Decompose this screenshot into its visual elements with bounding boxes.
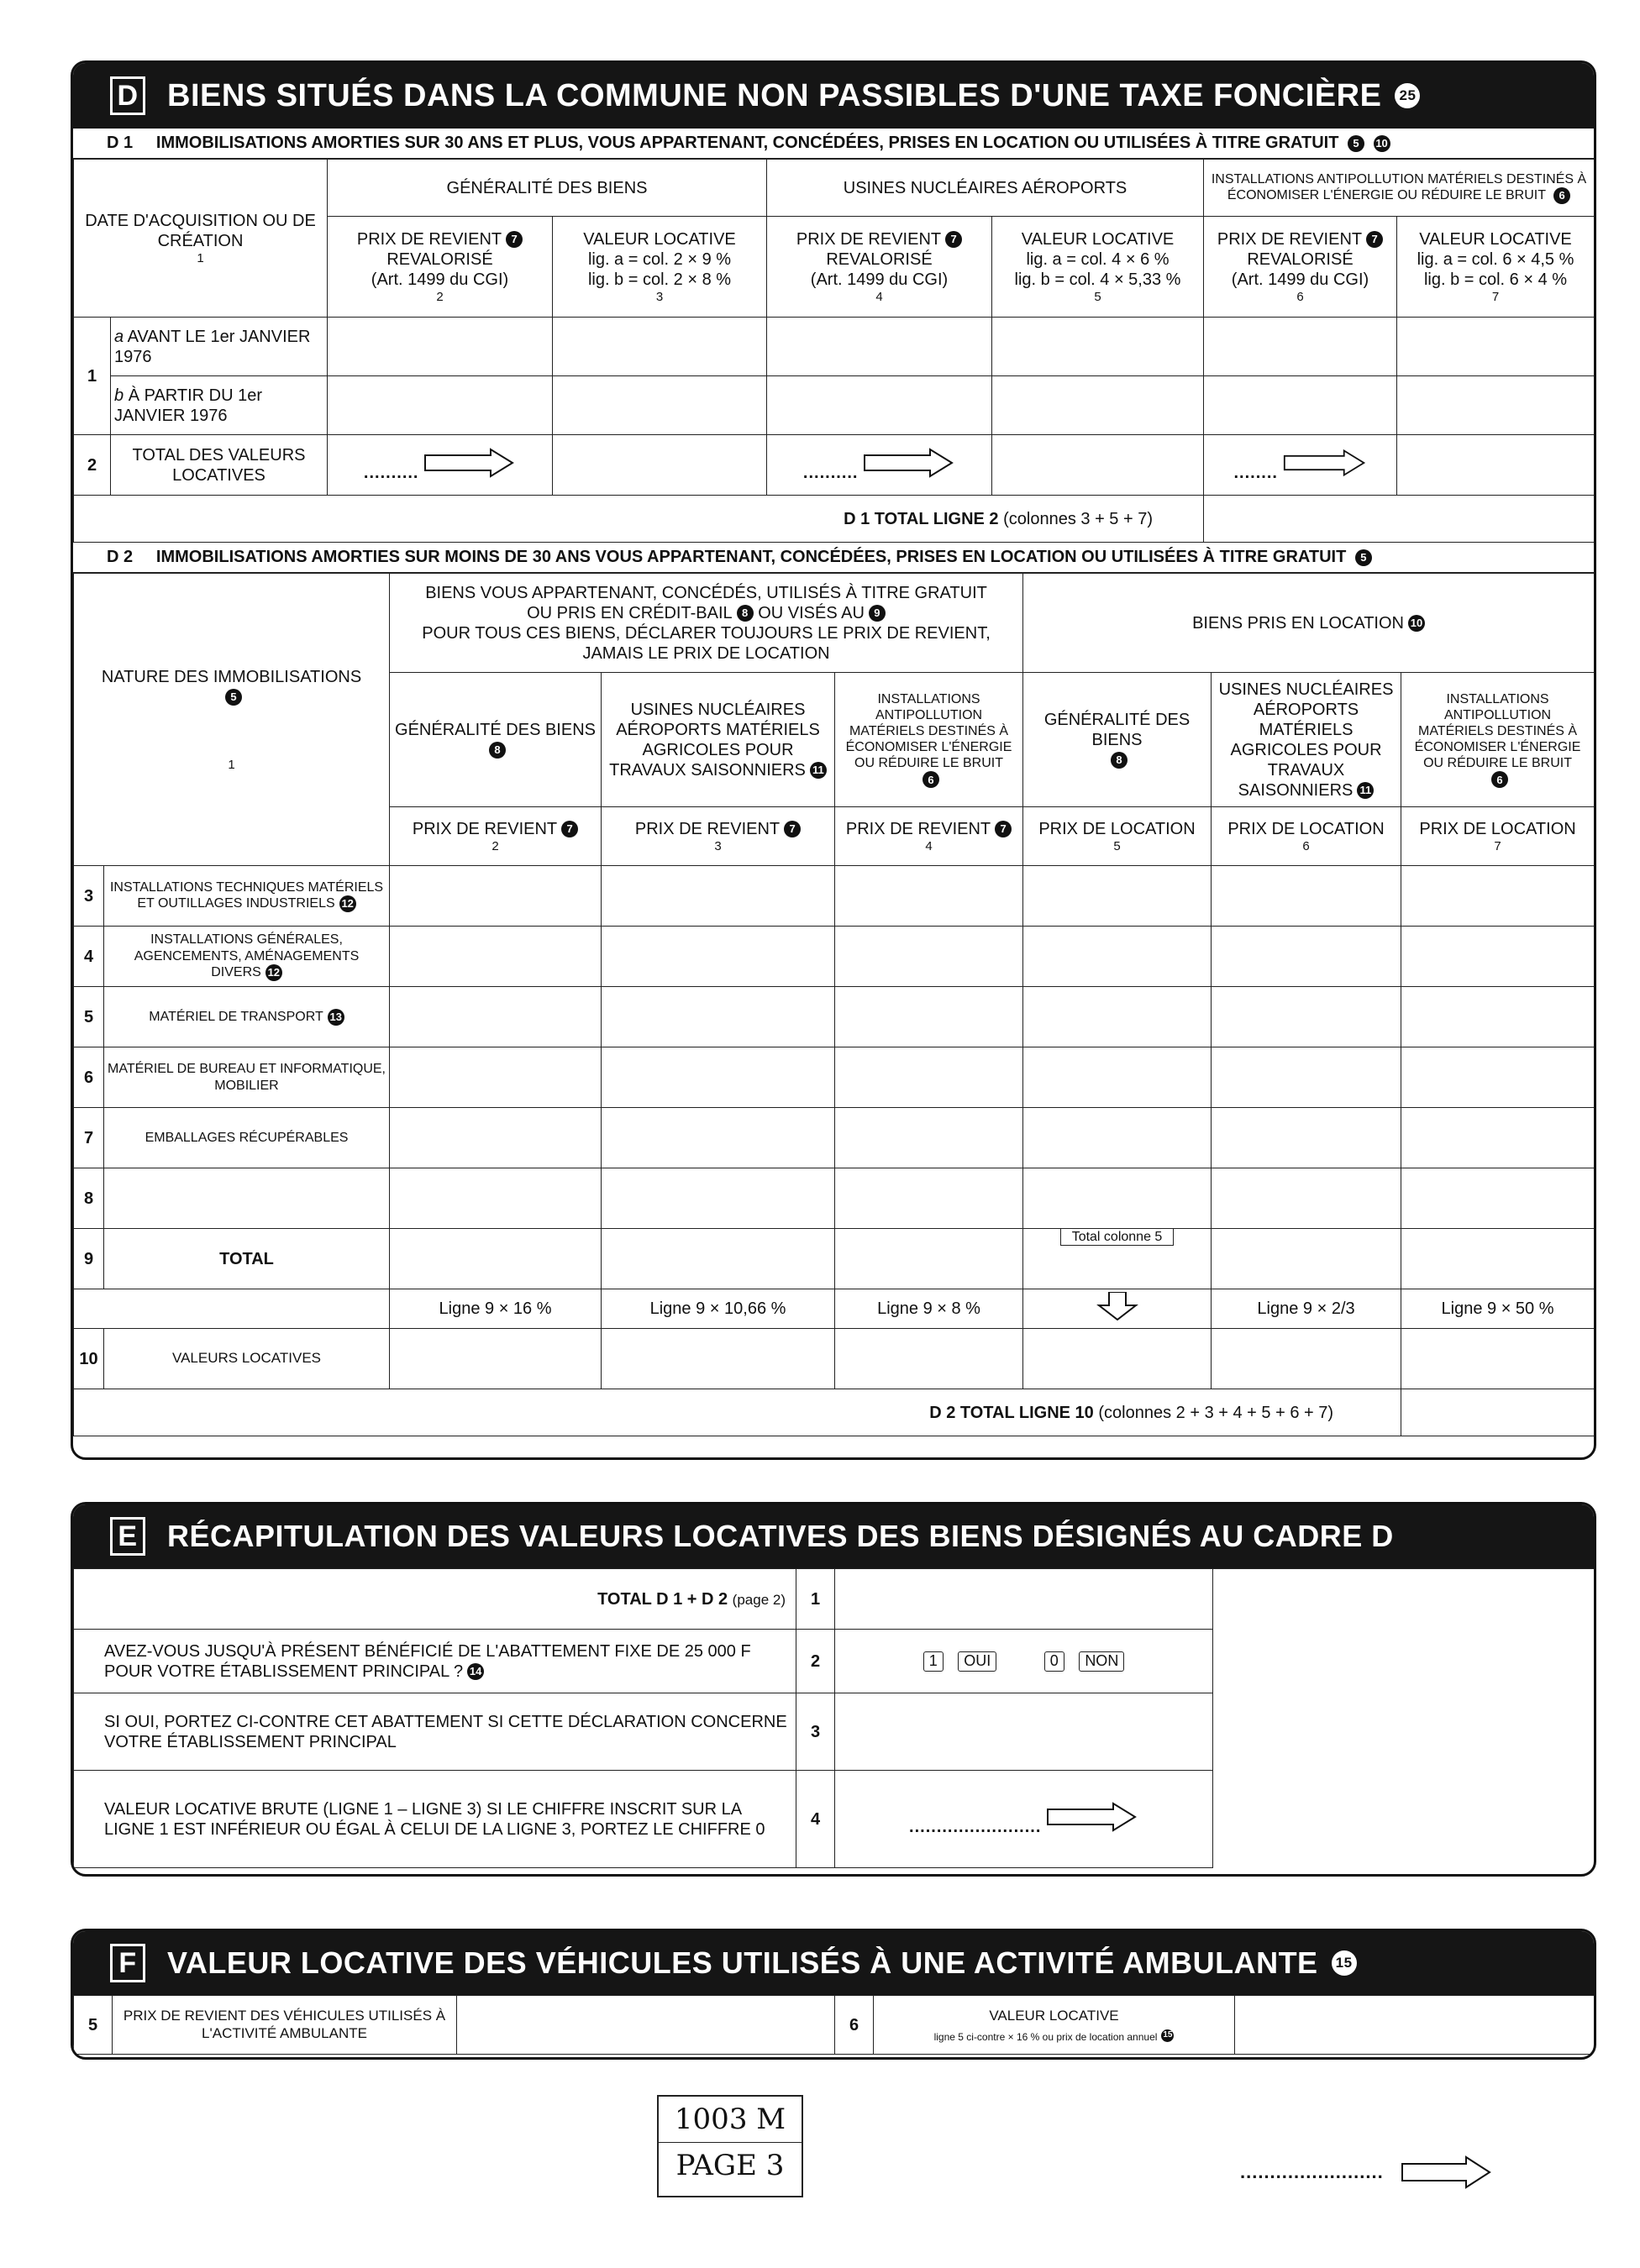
input-cell[interactable]: [1204, 376, 1397, 435]
label: lig. b = col. 4 × 5,33 %: [1014, 270, 1181, 289]
label: BIENS PRIS EN LOCATION: [1192, 613, 1404, 633]
input-cell[interactable]: [835, 1229, 1023, 1289]
input-cell[interactable]: [390, 987, 602, 1047]
d2-sub-antipollution-loc: [1401, 673, 1595, 807]
label: INSTALLATIONS GÉNÉRALES, AGENCEMENTS, AMÉNAGEMENTS DIVERS: [134, 932, 360, 979]
stamp-line2: PAGE 3: [659, 2142, 802, 2188]
col-number: 7: [1494, 838, 1501, 853]
note-marker: 7: [945, 231, 962, 248]
d2-sub-antipollution: [835, 673, 1023, 807]
input-cell[interactable]: [390, 927, 602, 987]
d2-row-label: [104, 1108, 390, 1168]
d2-mult-col6: Ligne 9 × 2/3: [1212, 1289, 1401, 1329]
non-checkbox[interactable]: NON: [1079, 1651, 1124, 1672]
input-cell[interactable]: [1023, 1168, 1212, 1229]
col-number: 2: [491, 838, 499, 853]
label: VALEUR LOCATIVE: [1021, 229, 1175, 249]
label: D 2 TOTAL LIGNE 10: [929, 1403, 1094, 1422]
e-row2-choices: [835, 1630, 1213, 1693]
label: USINES NUCLÉAIRES AÉROPORTS MATÉRIELS AGRICOLES POUR TRAVAUX SAISONNIERS: [609, 700, 820, 780]
note-marker: 9: [869, 605, 886, 622]
label: (page 2): [732, 1591, 786, 1608]
input-cell[interactable]: [602, 866, 835, 927]
label: INSTALLATIONS TECHNIQUES MATÉRIELS ET OUTILLAGES INDUSTRIELS: [109, 879, 384, 911]
row-number: 9: [74, 1229, 104, 1289]
note-marker: 5: [225, 689, 242, 706]
label: OU VISÉS AU: [758, 603, 865, 622]
col-number: 1: [228, 757, 235, 772]
stamp-line1: 1003 M: [674, 2103, 786, 2136]
d2-row9-label: TOTAL: [104, 1229, 390, 1289]
arrow-right-icon: [1046, 1802, 1138, 1832]
note-marker: 5: [1355, 549, 1372, 566]
input-cell[interactable]: [602, 927, 835, 987]
arrow-right-icon: [1401, 2155, 1493, 2189]
label: REVALORISÉ: [826, 249, 933, 269]
continuation-arrow: [1240, 2155, 1493, 2189]
col-number: 3: [714, 838, 722, 853]
label: PRIX DE LOCATION: [1038, 819, 1196, 838]
d2-col7: [1401, 807, 1595, 866]
d2-sub-usines-loc: [1212, 673, 1401, 807]
input-cell[interactable]: [835, 1329, 1023, 1389]
d2-mult-col2: Ligne 9 × 16 %: [390, 1289, 602, 1329]
row-number: 6: [74, 1047, 104, 1108]
note-marker: 7: [995, 821, 1012, 837]
non-code-checkbox[interactable]: 0: [1044, 1651, 1064, 1672]
d1-total-label: [74, 496, 1204, 543]
label: TOTAL D 1 + D 2: [597, 1589, 728, 1609]
input-cell[interactable]: [1023, 1108, 1212, 1168]
col-number: 4: [875, 289, 883, 304]
label: GÉNÉRALITÉ DES BIENS: [395, 720, 596, 739]
d1-row1b-label: [111, 376, 328, 435]
arrow-cell: [328, 435, 553, 496]
label: BIENS VOUS APPARTENANT, CONCÉDÉS, UTILISÉS À TITRE GRATUIT: [425, 583, 987, 602]
input-cell[interactable]: [835, 1108, 1023, 1168]
input-cell[interactable]: [328, 318, 553, 376]
input-cell[interactable]: [1397, 376, 1595, 435]
input-cell[interactable]: [1212, 1229, 1401, 1289]
d2-row10-label: VALEURS LOCATIVES: [104, 1329, 390, 1389]
input-cell[interactable]: [602, 1229, 835, 1289]
section-e-header: [73, 1504, 1594, 1568]
section-f-title: VALEUR LOCATIVE DES VÉHICULES UTILISÉS À UNE ACTIVITÉ AMBULANTE: [167, 1945, 1318, 1980]
oui-checkbox[interactable]: OUI: [958, 1651, 996, 1672]
input-cell[interactable]: [1401, 1229, 1595, 1289]
label: POUR TOUS CES BIENS, DÉCLARER TOUJOURS LE PRIX DE REVIENT, JAMAIS LE PRIX DE LOCATION: [422, 623, 991, 663]
section-f: [71, 1929, 1596, 2060]
input-cell[interactable]: [1212, 1047, 1401, 1108]
note-marker: 8: [1111, 752, 1128, 769]
d1-col4: [767, 217, 992, 318]
input-cell[interactable]: [1401, 1108, 1595, 1168]
input-cell[interactable]: [835, 987, 1023, 1047]
input-cell[interactable]: [1212, 1168, 1401, 1229]
col-number: 3: [655, 289, 664, 304]
col-number: 7: [1491, 289, 1500, 304]
label: VALEUR LOCATIVE: [1419, 229, 1572, 249]
table-row: [74, 866, 1595, 927]
table-row: [74, 987, 1595, 1047]
input-cell[interactable]: [602, 1329, 835, 1389]
label: (Art. 1499 du CGI): [1231, 270, 1369, 289]
note-marker: 7: [506, 231, 523, 248]
input-cell[interactable]: [602, 1047, 835, 1108]
note-marker: 12: [339, 895, 356, 912]
label: PRIX DE REVIENT: [634, 819, 781, 838]
input-cell[interactable]: [835, 1168, 1023, 1229]
label: À PARTIR DU 1er JANVIER 1976: [114, 386, 262, 425]
label: PRIX DE REVIENT: [1217, 229, 1363, 249]
input-cell[interactable]: [1401, 1168, 1595, 1229]
label: GÉNÉRALITÉ DES BIENS: [1043, 710, 1191, 749]
label: PRIX DE REVIENT: [412, 819, 558, 838]
input-cell[interactable]: [1023, 866, 1212, 927]
d2-row-label: [104, 1168, 390, 1229]
input-cell[interactable]: [992, 376, 1204, 435]
d2-code: D 2: [107, 548, 134, 566]
input-cell[interactable]: [390, 1229, 602, 1289]
blank-cell: [74, 1289, 390, 1329]
d1-group-usines: USINES NUCLÉAIRES AÉROPORTS: [767, 160, 1204, 217]
note-marker: 10: [1374, 135, 1390, 152]
note-marker: 8: [737, 605, 754, 622]
input-cell[interactable]: [390, 1329, 602, 1389]
d2-group-location: [1023, 574, 1595, 673]
section-d-letter: D: [110, 76, 145, 115]
label: lig. a = col. 6 × 4,5 %: [1417, 249, 1574, 269]
input-cell[interactable]: [1401, 927, 1595, 987]
d1-col-date: [74, 160, 328, 318]
d2-total-label: [74, 1389, 1401, 1436]
e-table: [73, 1568, 1595, 1868]
label: lig. b = col. 6 × 4 %: [1423, 270, 1568, 289]
d2-sub-generalite-loc: [1023, 673, 1212, 807]
f-table: [73, 1995, 1595, 2055]
f-row6-input[interactable]: [1235, 1996, 1595, 2055]
input-cell[interactable]: [767, 376, 992, 435]
d2-total-col5-cell[interactable]: [1023, 1229, 1212, 1289]
label: INSTALLATIONS ANTIPOLLUTION MATÉRIELS DESTINÉS À ÉCONOMISER L'ÉNERGIE OU RÉDUIRE LE BRUIT: [1414, 691, 1581, 771]
arrow-down-icon: [1092, 1292, 1143, 1320]
e-row1-label: [74, 1569, 796, 1630]
row-number: 2: [796, 1630, 835, 1693]
label: PRIX DE LOCATION: [1227, 819, 1385, 838]
col-number: 2: [436, 289, 444, 304]
d1-row2-label: TOTAL DES VALEURS LOCATIVES: [111, 435, 328, 496]
d1-heading: [73, 129, 1594, 159]
d2-mult-col3: Ligne 9 × 10,66 %: [602, 1289, 835, 1329]
arrow-cell: [767, 435, 992, 496]
note-marker: 14: [467, 1663, 484, 1680]
label: MATÉRIEL DE TRANSPORT: [149, 1009, 323, 1024]
label: VALEUR LOCATIVE: [583, 229, 736, 249]
label: INSTALLATIONS ANTIPOLLUTION MATÉRIELS DESTINÉS À ÉCONOMISER L'ÉNERGIE OU RÉDUIRE LE BRUIT: [845, 691, 1012, 771]
input-cell[interactable]: [1397, 435, 1595, 496]
row-number: 3: [74, 866, 104, 927]
d2-rows: [74, 866, 1595, 1229]
note-marker: 5: [1348, 135, 1364, 152]
input-cell[interactable]: [1212, 866, 1401, 927]
arrow-right-icon: [863, 448, 955, 478]
d1-col3: [553, 217, 767, 318]
note-marker: 11: [810, 762, 827, 779]
d2-row-label: [104, 987, 390, 1047]
input-cell[interactable]: [767, 318, 992, 376]
label: (colonnes 2 + 3 + 4 + 5 + 6 + 7): [1098, 1403, 1334, 1422]
note-marker: 7: [784, 821, 801, 837]
d1-group-generalite: GÉNÉRALITÉ DES BIENS: [328, 160, 767, 217]
f-row5-label: PRIX DE REVIENT DES VÉHICULES UTILISÉS À L'ACTIVITÉ AMBULANTE: [113, 1996, 457, 2055]
table-row: [74, 1108, 1595, 1168]
row-number: 5: [74, 1996, 113, 2055]
input-cell[interactable]: [553, 376, 767, 435]
label: REVALORISÉ: [1247, 249, 1354, 269]
col-number: 1: [197, 250, 204, 265]
input-cell[interactable]: [835, 927, 1023, 987]
dots: ........................: [909, 1817, 1042, 1836]
row-number: 8: [74, 1168, 104, 1229]
input-cell[interactable]: [1212, 927, 1401, 987]
row-number: 1: [74, 318, 111, 435]
e-row4-label: VALEUR LOCATIVE BRUTE (LIGNE 1 – LIGNE 3) SI LE CHIFFRE INSCRIT SUR LA LIGNE 1 EST INFÉRIEUR OU ÉGAL À CELUI DE LA LIGNE 3, PORTEZ LE CHIFFRE 0: [74, 1771, 796, 1868]
note-marker: 6: [1553, 187, 1570, 204]
e-row2-label: [74, 1630, 796, 1693]
label: EMBALLAGES RÉCUPÉRABLES: [145, 1130, 349, 1145]
label: lig. a = col. 2 × 9 %: [587, 249, 732, 269]
col-number: 6: [1302, 838, 1310, 853]
d2-col-nature: [74, 574, 390, 866]
arrow-right-icon: [423, 448, 516, 478]
row-number: 2: [74, 435, 111, 496]
input-cell[interactable]: [1023, 1329, 1212, 1389]
d2-col3: [602, 807, 835, 866]
input-cell[interactable]: [1401, 987, 1595, 1047]
d2-col5: [1023, 807, 1212, 866]
note-marker: 7: [1366, 231, 1383, 248]
label: OU PRIS EN CRÉDIT-BAIL: [527, 603, 733, 622]
input-cell[interactable]: [1401, 1329, 1595, 1389]
input-cell[interactable]: [553, 435, 767, 496]
label: AVANT LE 1er JANVIER 1976: [114, 327, 311, 366]
row-number: 1: [796, 1569, 835, 1630]
row-number: 5: [74, 987, 104, 1047]
e-row1-input[interactable]: [835, 1569, 1213, 1630]
label: PRIX DE REVIENT: [356, 229, 502, 249]
e-row3-label: SI OUI, PORTEZ CI-CONTRE CET ABATTEMENT SI CETTE DÉCLARATION CONCERNE VOTRE ÉTABLISSEMENT PRINCIPAL: [74, 1693, 796, 1771]
note-marker: 8: [489, 742, 506, 759]
f-row5-input[interactable]: [457, 1996, 835, 2055]
d1-heading-text: IMMOBILISATIONS AMORTIES SUR 30 ANS ET PLUS, VOUS APPARTENANT, CONCÉDÉES, PRISES EN LOCATION OU UTILISÉES À TITRE GRATUIT: [155, 134, 1339, 152]
note-marker: 12: [265, 964, 282, 981]
table-row: [74, 1047, 1595, 1108]
page-stamp: [657, 2095, 803, 2197]
d2-heading-text: IMMOBILISATIONS AMORTIES SUR MOINS DE 30 ANS VOUS APPARTENANT, CONCÉDÉES, PRISES EN LOCATION OU UTILISÉES À TITRE GRATUIT: [155, 548, 1347, 566]
d1-row1a-label: [111, 318, 328, 376]
row-number: 4: [796, 1771, 835, 1868]
input-cell[interactable]: [1204, 318, 1397, 376]
label: AVEZ-VOUS JUSQU'À PRÉSENT BÉNÉFICIÉ DE L'ABATTEMENT FIXE DE 25 000 F POUR VOTRE ÉTABLISSEMENT PRINCIPAL ?: [104, 1641, 751, 1681]
dots: ........: [1233, 463, 1278, 482]
d2-sub-generalite: [390, 673, 602, 807]
input-cell[interactable]: [328, 376, 553, 435]
d2-table: [73, 573, 1595, 1436]
d2-mult-col4: Ligne 9 × 8 %: [835, 1289, 1023, 1329]
row-letter: a: [114, 327, 124, 346]
col-number: 5: [1113, 838, 1121, 853]
d1-col2: [328, 217, 553, 318]
input-cell[interactable]: [835, 866, 1023, 927]
input-cell[interactable]: [1212, 1329, 1401, 1389]
input-cell[interactable]: [1397, 318, 1595, 376]
input-cell[interactable]: [390, 1108, 602, 1168]
d2-heading: [73, 543, 1594, 573]
d1-table: [73, 159, 1595, 543]
label: REVALORISÉ: [386, 249, 493, 269]
d2-down-arrow-cell: [1023, 1289, 1212, 1329]
blank-cell: [1213, 1569, 1595, 1868]
d1-col5: [992, 217, 1204, 318]
arrow-cell: [1204, 435, 1397, 496]
d2-row-label: [104, 1047, 390, 1108]
row-number: 4: [74, 927, 104, 987]
arrow-cell: [835, 1771, 1213, 1868]
d1-group-antipollution-label: INSTALLATIONS ANTIPOLLUTION MATÉRIELS DESTINÉS À ÉCONOMISER L'ÉNERGIE OU RÉDUIRE LE BRUIT: [1211, 171, 1587, 203]
d2-sub-usines: [602, 673, 835, 807]
dots: ..........: [802, 463, 859, 482]
label: USINES NUCLÉAIRES AÉROPORTS MATÉRIELS AGRICOLES POUR TRAVAUX SAISONNIERS: [1218, 680, 1394, 800]
row-number: 10: [74, 1329, 104, 1389]
section-f-header: [73, 1931, 1594, 1995]
col-number: 5: [1094, 289, 1101, 304]
label: MATÉRIEL DE BUREAU ET INFORMATIQUE, MOBILIER: [108, 1062, 386, 1093]
label: D 1 TOTAL LIGNE 2: [844, 509, 999, 528]
input-cell[interactable]: [602, 1108, 835, 1168]
oui-code-checkbox[interactable]: 1: [923, 1651, 944, 1672]
d2-total-col5-label: Total colonne 5: [1060, 1229, 1175, 1246]
row-letter: b: [114, 386, 124, 405]
input-cell[interactable]: [992, 435, 1204, 496]
d2-row-label: [104, 927, 390, 987]
d1-code: D 1: [107, 134, 134, 152]
input-cell[interactable]: [390, 1168, 602, 1229]
note-marker: 7: [561, 821, 578, 837]
note-marker: 15: [1332, 1950, 1357, 1976]
dots: ..........: [363, 463, 419, 482]
section-e-title: RÉCAPITULATION DES VALEURS LOCATIVES DES BIENS DÉSIGNÉS AU CADRE D: [167, 1519, 1394, 1553]
input-cell[interactable]: [1212, 987, 1401, 1047]
input-cell[interactable]: [1401, 866, 1595, 927]
d2-mult-col7: Ligne 9 × 50 %: [1401, 1289, 1595, 1329]
input-cell[interactable]: [1023, 1047, 1212, 1108]
d2-col6: [1212, 807, 1401, 866]
table-row: [74, 927, 1595, 987]
label: lig. a = col. 4 × 6 %: [1026, 249, 1170, 269]
d1-col-date-label: DATE D'ACQUISITION OU DE CRÉATION: [85, 211, 316, 250]
table-row: [74, 1168, 1595, 1229]
input-cell[interactable]: [992, 318, 1204, 376]
arrow-right-icon: [1283, 448, 1367, 478]
row-number: 7: [74, 1108, 104, 1168]
input-cell[interactable]: [835, 1047, 1023, 1108]
e-row3-input[interactable]: [835, 1693, 1213, 1771]
input-cell[interactable]: [602, 987, 835, 1047]
section-e-letter: E: [110, 1517, 145, 1556]
note-marker: 6: [1491, 771, 1508, 788]
label: PRIX DE LOCATION: [1419, 819, 1576, 838]
note-marker: 6: [922, 771, 939, 788]
label: NATURE DES IMMOBILISATIONS: [101, 667, 362, 686]
d2-total-input[interactable]: [1401, 1389, 1595, 1436]
section-d: [71, 60, 1596, 1460]
d2-col4: [835, 807, 1023, 866]
dots: ........................: [1240, 2161, 1384, 2182]
input-cell[interactable]: [1023, 987, 1212, 1047]
note-marker: 15: [1161, 2029, 1174, 2042]
d2-group-own: [390, 574, 1023, 673]
section-e: [71, 1502, 1596, 1877]
input-cell[interactable]: [1212, 1108, 1401, 1168]
label: PRIX DE REVIENT: [796, 229, 942, 249]
note-marker: 11: [1357, 782, 1374, 799]
note-marker: 10: [1408, 615, 1425, 632]
input-cell[interactable]: [1401, 1047, 1595, 1108]
label: lig. b = col. 2 × 8 %: [587, 270, 732, 289]
input-cell[interactable]: [390, 866, 602, 927]
label: ligne 5 ci-contre × 16 % ou prix de location annuel: [933, 2030, 1158, 2043]
row-number: 3: [796, 1693, 835, 1771]
label: (Art. 1499 du CGI): [371, 270, 509, 289]
input-cell[interactable]: [1023, 927, 1212, 987]
note-marker: 13: [328, 1009, 344, 1026]
note-marker: 25: [1395, 83, 1420, 108]
d1-col7: [1397, 217, 1595, 318]
d1-group-antipollution: [1204, 160, 1595, 217]
section-d-header: [73, 63, 1594, 129]
label: VALEUR LOCATIVE: [989, 2007, 1119, 2024]
d2-col2: [390, 807, 602, 866]
row-number: 6: [835, 1996, 874, 2055]
d1-col6: [1204, 217, 1397, 318]
col-number: 4: [925, 838, 933, 853]
input-cell[interactable]: [553, 318, 767, 376]
section-d-title: BIENS SITUÉS DANS LA COMMUNE NON PASSIBLES D'UNE TAXE FONCIÈRE: [167, 77, 1382, 113]
label: (Art. 1499 du CGI): [810, 270, 949, 289]
d1-total-input[interactable]: [1204, 496, 1595, 543]
f-row6-label: [874, 1996, 1235, 2055]
input-cell[interactable]: [390, 1047, 602, 1108]
label: PRIX DE REVIENT: [845, 819, 991, 838]
d2-row-label: [104, 866, 390, 927]
section-f-letter: F: [110, 1944, 145, 1982]
input-cell[interactable]: [602, 1168, 835, 1229]
label: (colonnes 3 + 5 + 7): [1003, 509, 1153, 528]
col-number: 6: [1296, 289, 1304, 304]
